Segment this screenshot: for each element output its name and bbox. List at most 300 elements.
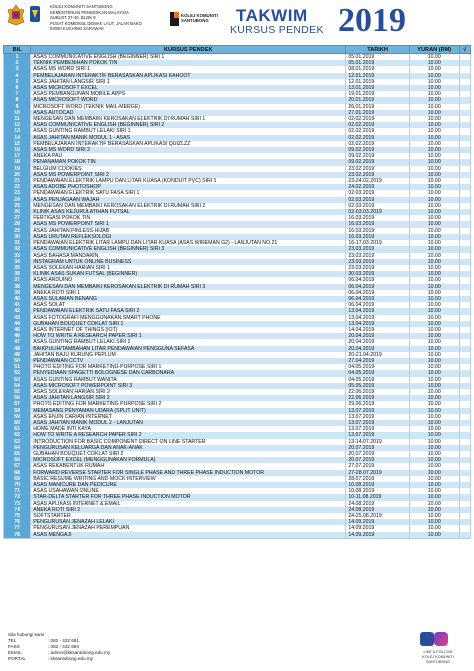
course-name: ASAS JAHITAN LANGSIR SIRI 1 bbox=[31, 79, 346, 85]
course-fee: 10.00 bbox=[409, 352, 459, 358]
course-number: 32 bbox=[4, 246, 31, 252]
social-caption-line: LIKE & FOLLOW bbox=[423, 650, 453, 654]
course-number: 15 bbox=[4, 141, 31, 147]
course-date: 24.08.2019 bbox=[346, 507, 409, 513]
course-date: 09.02.2019 bbox=[346, 147, 409, 153]
course-name: HOW TO WRITE A RESEARCH PAPER SIRI 1 bbox=[31, 333, 346, 339]
social-caption-line: KOLEJ KOMUNITI SANTUBONG bbox=[422, 654, 454, 664]
course-date: 06.04.2019 bbox=[346, 277, 409, 283]
course-name: PENDAWAIAN ELEKTRIK LAMPU DAN LITAR KUASA (KONDUIT PVC) SIRI 1 bbox=[31, 178, 346, 184]
course-number: 25 bbox=[4, 203, 31, 209]
course-name: ASAS PENJAGAAN WAJAH bbox=[31, 197, 346, 203]
course-name: GUBAHAN BOUQUET COKLAT SIRI 1 bbox=[31, 321, 346, 327]
course-name: GUBAHAN BOUQUET COKLAT SIRI 2 bbox=[31, 451, 346, 457]
address-line: 93050 KUCHING SARAWAK bbox=[50, 26, 104, 32]
course-name: ASAS BAHASA MANDARIN bbox=[31, 253, 346, 259]
course-date: 13.07.2019 bbox=[346, 432, 409, 438]
course-fee: 10.00 bbox=[409, 203, 459, 209]
course-date: 13.04.2019 bbox=[346, 321, 409, 327]
course-number: 8 bbox=[4, 97, 31, 103]
course-date: 24-25.08.2019 bbox=[346, 513, 409, 519]
course-name: ASAS SOLAT bbox=[31, 302, 346, 308]
course-name: PENGURUSAN KELUARGA DAN ANAK-ANAK bbox=[31, 445, 346, 451]
course-number: 55 bbox=[4, 389, 31, 395]
course-name: TEKNIK PEMBENIHAN POKOK TIN bbox=[31, 60, 346, 66]
course-date: 14.04.2019 bbox=[346, 327, 409, 333]
course-fee: 10.00 bbox=[409, 135, 459, 141]
course-number: 53 bbox=[4, 377, 31, 383]
course-number: 34 bbox=[4, 259, 31, 265]
course-fee: 10.00 bbox=[409, 184, 459, 190]
column-header-bil: BIL bbox=[4, 46, 31, 54]
column-header-check: √ bbox=[459, 46, 470, 54]
table-header-row bbox=[4, 46, 471, 54]
course-number: 77 bbox=[4, 525, 31, 531]
course-number: 2 bbox=[4, 60, 31, 66]
course-number: 28 bbox=[4, 221, 31, 227]
course-name: HOME MADE INTI KAYA bbox=[31, 426, 346, 432]
contact-heading: Sila hubungi kami: bbox=[8, 632, 46, 637]
course-fee: 10.00 bbox=[409, 482, 459, 488]
course-name: PEMBELAJARAN INTERAKTIF BERASASKAN APLIKASI KAHOOT bbox=[31, 73, 346, 79]
logo-text-line: SANTUBONG bbox=[181, 18, 209, 23]
course-date: 16.03.2019 bbox=[346, 228, 409, 234]
column-header-kursus: KURSUS PENDEK bbox=[31, 46, 346, 54]
course-number: 37 bbox=[4, 277, 31, 283]
course-fee: 10.00 bbox=[409, 91, 459, 97]
logo-text-line: KOLEJ KOMUNITI bbox=[181, 13, 218, 18]
course-name: PHOTO EDITING FOR MARKETING PURPOSE SIRI 1 bbox=[31, 364, 346, 370]
course-number: 64 bbox=[4, 445, 31, 451]
course-name: ASAS JAHITAN PINLESS HIJAB bbox=[31, 228, 346, 234]
course-number: 40 bbox=[4, 296, 31, 302]
course-number: 11 bbox=[4, 116, 31, 122]
course-fee: 10.00 bbox=[409, 408, 459, 414]
course-fee: 10.00 bbox=[409, 73, 459, 79]
course-name: FERTIGASI POKOK TIN bbox=[31, 215, 346, 221]
course-date: 24.08.2019 bbox=[346, 501, 409, 507]
course-fee: 10.00 bbox=[409, 54, 459, 61]
course-name: ASAS COMMUNICATIVE ENGLISH (BEGINNER) SIRI 1 bbox=[31, 54, 346, 61]
course-date: 12.01.2019 bbox=[346, 73, 409, 79]
course-name: ASAS SULAMAN BENANG bbox=[31, 296, 346, 302]
course-number: 3 bbox=[4, 66, 31, 72]
page-subtitle: KURSUS PENDEK bbox=[230, 24, 324, 36]
course-date: 02.03.2019 bbox=[346, 203, 409, 209]
course-fee: 10.00 bbox=[409, 290, 459, 296]
course-fee: 10.00 bbox=[409, 426, 459, 432]
course-number: 42 bbox=[4, 308, 31, 314]
course-fee: 10.00 bbox=[409, 172, 459, 178]
course-fee: 10.00 bbox=[409, 240, 459, 246]
address-line: KOLEJ KOMUNITI SANTUBONG bbox=[50, 4, 113, 9]
course-number: 23 bbox=[4, 190, 31, 196]
course-number: 75 bbox=[4, 513, 31, 519]
course-date: 16.03.2019 bbox=[346, 234, 409, 240]
course-fee: 10.00 bbox=[409, 389, 459, 395]
contact-label: FAKS bbox=[8, 644, 20, 649]
course-number: 67 bbox=[4, 463, 31, 469]
course-name: ASAS MS WORD SIRI 2 bbox=[31, 147, 346, 153]
course-fee: 10.00 bbox=[409, 445, 459, 451]
course-name: ASAS REKABENTUK RUMAH bbox=[31, 463, 346, 469]
course-fee: 10.00 bbox=[409, 104, 459, 110]
course-date: 20.04.2019 bbox=[346, 333, 409, 339]
course-name: ASAS PEMBANGUNAN MOBILE APPS bbox=[31, 91, 346, 97]
course-name: ASAS JAHITAN LANGSIR SIRI 2 bbox=[31, 395, 346, 401]
course-number: 69 bbox=[4, 476, 31, 482]
social-caption bbox=[412, 650, 464, 664]
course-name: ANEKA PAU bbox=[31, 153, 346, 159]
header bbox=[0, 0, 474, 44]
course-fee: 10.00 bbox=[409, 197, 459, 203]
course-number: 61 bbox=[4, 426, 31, 432]
table-row bbox=[4, 54, 471, 61]
logo-text bbox=[181, 13, 218, 23]
course-fee: 10.00 bbox=[409, 234, 459, 240]
course-name: MENGESAN DAN MEMBAIKI KEROSAKAN ELEKTRIK DI RUMAH SIRI 2 bbox=[31, 203, 346, 209]
contact-row bbox=[8, 656, 110, 662]
course-number: 56 bbox=[4, 395, 31, 401]
college-address bbox=[50, 4, 142, 32]
course-number: 1 bbox=[4, 54, 31, 61]
course-date: 23.03.2019 bbox=[346, 246, 409, 252]
course-name: ASAS FOTOGRAFI MENGGUNAKAN SMART PHONE bbox=[31, 315, 346, 321]
course-name: ASAS GUNTING RAMBUT WANITA bbox=[31, 377, 346, 383]
course-fee: 10.00 bbox=[409, 246, 459, 252]
course-name: INSTAGRAM UNTUK ONLINE BUSINESS bbox=[31, 259, 346, 265]
course-date: 02.02.2019 bbox=[346, 122, 409, 128]
course-name: INTRODUCTION FOR BASIC COMPONENT DIRECT ON LINE STARTER bbox=[31, 439, 346, 445]
course-number: 51 bbox=[4, 364, 31, 370]
course-name: ASAS MICROSOFT WORD bbox=[31, 97, 346, 103]
course-name: PHOTO EDITING FOR MARKETING PURPOSE SIRI 2 bbox=[31, 401, 346, 407]
contact-value: : 082 - 432 694 bbox=[48, 644, 79, 649]
course-date: 06.04.2019 bbox=[346, 302, 409, 308]
course-fee: 10.00 bbox=[409, 321, 459, 327]
course-date: 27.04.2019 bbox=[346, 358, 409, 364]
course-number: 46 bbox=[4, 333, 31, 339]
course-date: 13.07.2019 bbox=[346, 414, 409, 420]
course-number: 29 bbox=[4, 228, 31, 234]
course-date: 16.03.2019 bbox=[346, 221, 409, 227]
course-name: ASAS MS POWERPOINT SIRI 2 bbox=[31, 172, 346, 178]
course-name: KLINIK ASAS KEJURULATIHAN FUTSAL bbox=[31, 209, 346, 215]
course-number: 35 bbox=[4, 265, 31, 271]
course-number: 44 bbox=[4, 321, 31, 327]
course-name: ASAS JAHITAN MANIK MODUL 2 - LANJUTAN bbox=[31, 420, 346, 426]
course-date: 24.02.2019 bbox=[346, 184, 409, 190]
course-fee: 10.00 bbox=[409, 364, 459, 370]
course-fee: 10.00 bbox=[409, 501, 459, 507]
course-fee: 10.00 bbox=[409, 470, 459, 476]
course-fee: 10.00 bbox=[409, 110, 459, 116]
course-number: 17 bbox=[4, 153, 31, 159]
course-number: 22 bbox=[4, 184, 31, 190]
course-number: 52 bbox=[4, 370, 31, 376]
course-name: ASAS ARDUINO bbox=[31, 277, 346, 283]
course-name: MENGESAN DAN MEMBAIKI KEROSAKAN ELEKTRIK DI RUMAH SIRI 3 bbox=[31, 284, 346, 290]
course-fee: 10.00 bbox=[409, 519, 459, 525]
contact-email-link[interactable]: : admin@kksantubong.edu.my bbox=[48, 650, 111, 655]
course-date: 27.01.2019 bbox=[346, 110, 409, 116]
course-date: 02.02.2019 bbox=[346, 116, 409, 122]
course-date: 06.04.2019 bbox=[346, 284, 409, 290]
course-number: 33 bbox=[4, 253, 31, 259]
column-header-tarikh: TARIKH bbox=[346, 46, 409, 54]
course-date: 16-17.03.2019 bbox=[346, 240, 409, 246]
kolej-komuniti-logo bbox=[170, 12, 218, 26]
course-date: 05.01.2019 bbox=[346, 54, 409, 61]
course-number: 18 bbox=[4, 159, 31, 165]
course-date: 12.01.2019 bbox=[346, 79, 409, 85]
course-fee: 10.00 bbox=[409, 253, 459, 259]
course-date: 27-28.07.2019 bbox=[346, 470, 409, 476]
course-number: 47 bbox=[4, 339, 31, 345]
course-name: PENDAWAIAN ELEKTRIK SATU FASA SIRI 1 bbox=[31, 190, 346, 196]
course-number: 30 bbox=[4, 234, 31, 240]
course-fee: 10.00 bbox=[409, 358, 459, 364]
course-fee: 10.00 bbox=[409, 147, 459, 153]
course-date: 10.08.2019 bbox=[346, 482, 409, 488]
course-fee: 10.00 bbox=[409, 284, 459, 290]
course-name: MICROSOFT EXCEL (MENGGUNAKAN FORMULA) bbox=[31, 457, 346, 463]
course-date: 22.06.2019 bbox=[346, 389, 409, 395]
course-date: 08.01.2019 bbox=[346, 66, 409, 72]
course-number: 21 bbox=[4, 178, 31, 184]
course-date: 23.02.2019 bbox=[346, 166, 409, 172]
course-number: 71 bbox=[4, 488, 31, 494]
course-date: 20.07.2019 bbox=[346, 445, 409, 451]
course-number: 63 bbox=[4, 439, 31, 445]
course-fee: 10.00 bbox=[409, 141, 459, 147]
course-number: 39 bbox=[4, 290, 31, 296]
course-fee: 10.00 bbox=[409, 79, 459, 85]
course-date: 04.05.2019 bbox=[346, 377, 409, 383]
course-name: ASAS GUNTING RAMBUT LELAKI SIRI 1 bbox=[31, 128, 346, 134]
course-date: 13.04.2019 bbox=[346, 315, 409, 321]
course-date: 13.07.2019 bbox=[346, 408, 409, 414]
course-name: ANEKA ROTI SIRI 1 bbox=[31, 290, 346, 296]
course-number: 7 bbox=[4, 91, 31, 97]
course-fee: 10.00 bbox=[409, 463, 459, 469]
course-number: 70 bbox=[4, 482, 31, 488]
course-name: PENYEDIAAN SPAGETTI BOLOGNESE DAN CARBONARA bbox=[31, 370, 346, 376]
course-name: ASAS AUTOCAD bbox=[31, 110, 346, 116]
course-fee: 10.00 bbox=[409, 209, 459, 215]
malaysia-crest-icon bbox=[6, 4, 26, 26]
course-name: HOW TO WRITE A RESEARCH PAPER SIRI 2 bbox=[31, 432, 346, 438]
course-number: 62 bbox=[4, 432, 31, 438]
course-name: ASAS COMMUNICATIVE ENGLISH (BEGINNER) SIRI 2 bbox=[31, 122, 346, 128]
course-name: ASAS INTERNET OF THINGS (IOT) bbox=[31, 327, 346, 333]
course-date: 05.01.2019 bbox=[346, 60, 409, 66]
course-name: JAHITAN BAJU KURUNG PEPLUM bbox=[31, 352, 346, 358]
course-number: 45 bbox=[4, 327, 31, 333]
course-name: ASAS MENGAJI bbox=[31, 532, 346, 539]
course-fee: 10.00 bbox=[409, 439, 459, 445]
course-date: 20-21.04.2019 bbox=[346, 352, 409, 358]
course-date: 23-24.02.2019 bbox=[346, 178, 409, 184]
course-name: ASAS COMMUNICATIVE ENGLISH (BEGINNER) SIRI 3 bbox=[31, 246, 346, 252]
course-date: 20.07.2019 bbox=[346, 457, 409, 463]
course-number: 38 bbox=[4, 284, 31, 290]
course-date: 02.02.2019 bbox=[346, 128, 409, 134]
course-date: 23.03.2019 bbox=[346, 265, 409, 271]
course-date: 16.03.2019 bbox=[346, 215, 409, 221]
course-name: ANEKA ROTI SIRI 2 bbox=[31, 507, 346, 513]
course-name: PENGURUSAN JENAZAH PEREMPUAN bbox=[31, 525, 346, 531]
course-fee: 10.00 bbox=[409, 420, 459, 426]
course-fee: 10.00 bbox=[409, 85, 459, 91]
course-date: 06.04.2019 bbox=[346, 290, 409, 296]
course-fee: 10.00 bbox=[409, 395, 459, 401]
course-checkbox-cell[interactable] bbox=[459, 54, 470, 61]
course-name: PENDAWAIAN ELEKTRIK LITAR LAMPU DAN LITAR KUASA (ASAS WIREMAN G2) - LANJUTAN NO.21 bbox=[31, 240, 346, 246]
course-date: 26.01.2019 bbox=[346, 104, 409, 110]
course-name: MEMASANG PENYAMAN UDARA (SPLIT UNIT) bbox=[31, 408, 346, 414]
course-date: 29.06.2019 bbox=[346, 401, 409, 407]
course-date: 20.07.2019 bbox=[346, 451, 409, 457]
course-number: 36 bbox=[4, 271, 31, 277]
course-number: 13 bbox=[4, 128, 31, 134]
course-fee: 10.00 bbox=[409, 153, 459, 159]
course-number: 57 bbox=[4, 401, 31, 407]
contact-info bbox=[8, 632, 110, 662]
course-fee: 10.00 bbox=[409, 494, 459, 500]
course-fee: 10.00 bbox=[409, 159, 459, 165]
course-number: 26 bbox=[4, 209, 31, 215]
course-name: ASAS APLIKASI INTERNET & EMAIL bbox=[31, 501, 346, 507]
contact-value: : 082 - 432 691 bbox=[48, 638, 79, 643]
course-number: 54 bbox=[4, 383, 31, 389]
course-date: 09.02.2019 bbox=[346, 159, 409, 165]
course-number: 65 bbox=[4, 451, 31, 457]
course-date: 04.05.2019 bbox=[346, 370, 409, 376]
course-number: 66 bbox=[4, 457, 31, 463]
course-fee: 10.00 bbox=[409, 451, 459, 457]
course-fee: 10.00 bbox=[409, 488, 459, 494]
contact-label: TEL bbox=[8, 638, 17, 643]
course-fee: 10.00 bbox=[409, 271, 459, 277]
course-number: 59 bbox=[4, 414, 31, 420]
course-number: 68 bbox=[4, 470, 31, 476]
course-name: ASAS MS WORD SIRI 1 bbox=[31, 66, 346, 72]
course-date: 04.05.2019 bbox=[346, 364, 409, 370]
course-date: 06.04.2019 bbox=[346, 296, 409, 302]
course-date: 02.03.2019 bbox=[346, 190, 409, 196]
course-fee: 10.00 bbox=[409, 346, 459, 352]
course-number: 60 bbox=[4, 420, 31, 426]
course-fee: 10.00 bbox=[409, 377, 459, 383]
course-date: 14.09.2019 bbox=[346, 532, 409, 539]
course-date: 09.02.2019 bbox=[346, 153, 409, 159]
course-fee: 10.00 bbox=[409, 215, 459, 221]
course-fee: 10.00 bbox=[409, 476, 459, 482]
facebook-icon[interactable] bbox=[420, 632, 434, 646]
course-fee: 10.00 bbox=[409, 315, 459, 321]
course-date: 02.02.2019 bbox=[346, 141, 409, 147]
course-fee: 10.00 bbox=[409, 457, 459, 463]
contact-label: EMAIL bbox=[8, 650, 22, 655]
address-line: SUBLOT 27-40, BLOK 8 bbox=[50, 15, 96, 21]
course-number: 19 bbox=[4, 166, 31, 172]
course-number: 16 bbox=[4, 147, 31, 153]
course-number: 14 bbox=[4, 135, 31, 141]
course-fee: 10.00 bbox=[409, 333, 459, 339]
course-name: ASAS URUTAN REFLEKSOLOGI bbox=[31, 234, 346, 240]
course-name: ASAS SOLEKAN HARIAN SIRI 1 bbox=[31, 265, 346, 271]
course-date: 10-11.08.2019 bbox=[346, 494, 409, 500]
course-date: 20.04.2019 bbox=[346, 339, 409, 345]
logo-accent-icon bbox=[174, 12, 179, 18]
course-date: 23.02.2019 bbox=[346, 172, 409, 178]
course-name: PENDAWAIAN CCTV bbox=[31, 358, 346, 364]
course-number: 10 bbox=[4, 110, 31, 116]
course-date: 02.03.2019 bbox=[346, 197, 409, 203]
course-fee: 10.00 bbox=[409, 166, 459, 172]
course-name: ASAS ENJIN CARIAN INTERNET bbox=[31, 414, 346, 420]
course-name: PENANAMAN POKOK TIN bbox=[31, 159, 346, 165]
course-number: 74 bbox=[4, 507, 31, 513]
course-fee: 10.00 bbox=[409, 122, 459, 128]
course-name: PEMBELAJARAN INTERAKTIF BERASASKAN APLIKASI QUIZLZZ bbox=[31, 141, 346, 147]
course-number: 41 bbox=[4, 302, 31, 308]
course-date: 14.09.2019 bbox=[346, 519, 409, 525]
course-fee: 10.00 bbox=[409, 97, 459, 103]
instagram-icon[interactable] bbox=[434, 632, 448, 646]
course-fee: 10.00 bbox=[409, 66, 459, 72]
course-fee: 10.00 bbox=[409, 308, 459, 314]
course-name: ASAS GUNTING RAMBUT LELAKI SIRI 2 bbox=[31, 339, 346, 345]
course-date: 05.05.2019 bbox=[346, 383, 409, 389]
course-date: 23.03.2019 bbox=[346, 259, 409, 265]
course-date: 14.09.2019 bbox=[346, 525, 409, 531]
course-name: PENDAWAIAN ELEKTRIK SATU FASA SIRI 2 bbox=[31, 308, 346, 314]
course-fee: 10.00 bbox=[409, 116, 459, 122]
course-fee: 10.00 bbox=[409, 507, 459, 513]
course-name: ASAS MS POWERPOINT SIRI 1 bbox=[31, 221, 346, 227]
course-fee: 10.00 bbox=[409, 532, 459, 539]
course-number: 31 bbox=[4, 240, 31, 246]
course-number: 73 bbox=[4, 501, 31, 507]
course-table bbox=[3, 45, 471, 539]
course-name: BAIKPULIH/TAMBAHAN LITAR PENDAWAIAN PENGGUNA SEFASA bbox=[31, 346, 346, 352]
contact-portal-link[interactable]: : kksantubong.edu.my bbox=[48, 656, 93, 661]
course-number: 12 bbox=[4, 122, 31, 128]
course-name: BASIC RESUME WRITING AND MOCK INTERVIEW bbox=[31, 476, 346, 482]
course-checkbox-cell[interactable] bbox=[459, 532, 470, 539]
course-date: 02-03.03.2019 bbox=[346, 209, 409, 215]
course-number: 50 bbox=[4, 358, 31, 364]
course-fee: 10.00 bbox=[409, 339, 459, 345]
course-name: FORWARD REVERSE STARTER FOR SINGLE PHASE AND THREE PHASE INDUCTION MOTOR bbox=[31, 470, 346, 476]
course-date: 30.03.2019 bbox=[346, 271, 409, 277]
course-name: STAR-DELTA STARTER FOR THREE PHASE INDUCTION MOTOR bbox=[31, 494, 346, 500]
course-fee: 10.00 bbox=[409, 401, 459, 407]
course-number: 58 bbox=[4, 408, 31, 414]
course-number: 9 bbox=[4, 104, 31, 110]
course-name: ASAS USAHAWAN ONLINE bbox=[31, 488, 346, 494]
course-date: 19.01.2019 bbox=[346, 91, 409, 97]
course-number: 49 bbox=[4, 352, 31, 358]
course-date: 23.03.2019 bbox=[346, 253, 409, 259]
course-date: 28.07.2019 bbox=[346, 476, 409, 482]
course-date: 13.01.2019 bbox=[346, 85, 409, 91]
course-number: 43 bbox=[4, 315, 31, 321]
course-date: 20.04.2019 bbox=[346, 346, 409, 352]
course-fee: 10.00 bbox=[409, 60, 459, 66]
